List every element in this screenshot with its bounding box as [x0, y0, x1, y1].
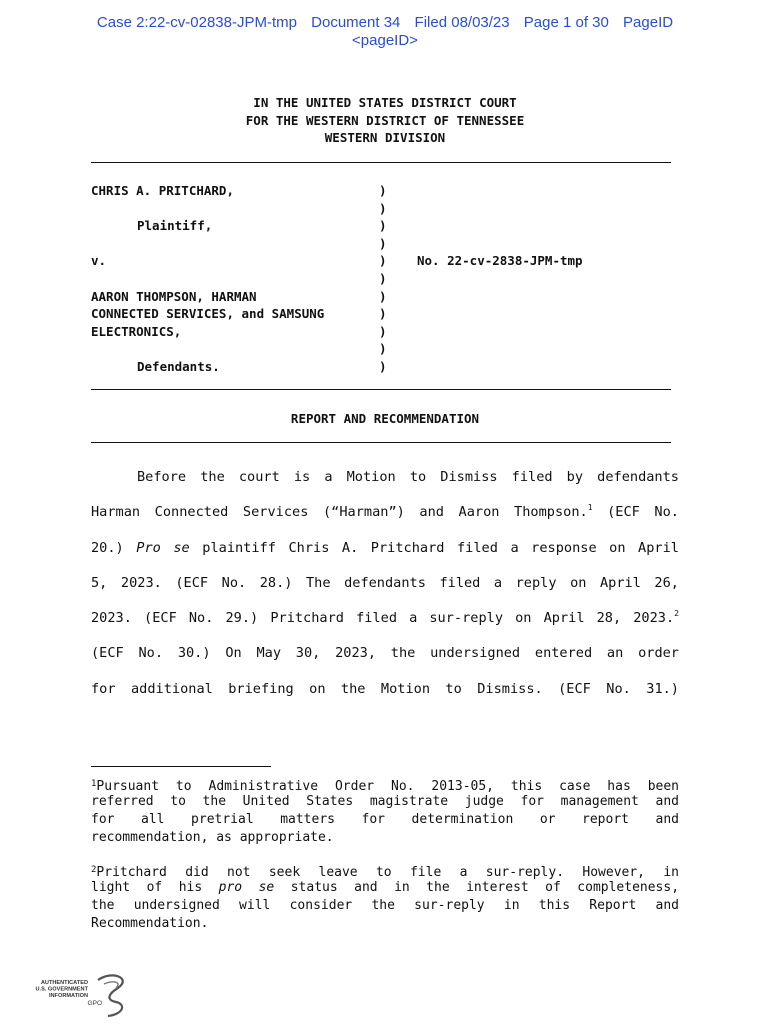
pageid-label: PageID — [623, 14, 674, 31]
filed-date-stamp: Filed 08/03/23 — [414, 14, 510, 31]
seal-line-2: U.S. GOVERNMENT — [35, 986, 88, 993]
paren: ) — [379, 183, 387, 198]
paren: ) — [379, 253, 387, 269]
document-number-stamp: Document 34 — [311, 14, 401, 31]
court-line-1: IN THE UNITED STATES DISTRICT COURT — [253, 95, 517, 110]
footnote-ref-2[interactable]: 2 — [674, 609, 679, 619]
paren: ) — [379, 358, 387, 374]
footnote-2-number: 2 — [91, 865, 97, 875]
body-line-7: for additional briefing on the Motion to Dismiss. (ECF No. 31.) — [91, 680, 679, 697]
paren: ) — [379, 200, 387, 216]
footnote-1-number: 1 — [91, 779, 97, 789]
case-caption-parties — [91, 182, 324, 376]
defendants-line-3: ELECTRONICS, — [91, 323, 182, 339]
court-line-3: WESTERN DIVISION — [324, 130, 446, 145]
defendants-line-2: CONNECTED SERVICES, and SAMSUNG — [91, 306, 325, 322]
body-line-4: 5, 2023. (ECF No. 28.) The defendants filed a reply on April 26, — [91, 574, 679, 591]
title-bottom-rule — [91, 442, 671, 443]
paren: ) — [379, 218, 387, 234]
court-heading — [0, 94, 770, 147]
paren: ) — [379, 306, 387, 322]
seal-line-1: AUTHENTICATED — [40, 980, 88, 986]
body-line-3: 20.) Pro se plaintiff Chris A. Pritchard filed a response on April — [91, 539, 679, 556]
footnote-ref-1[interactable]: 1 — [587, 503, 593, 513]
plaintiff-name: CHRIS A. PRITCHARD, — [91, 183, 234, 198]
ecf-header-stamp — [0, 14, 770, 50]
paren: ) — [379, 323, 387, 339]
footnote-1: $^1$Pursuant to Administrative Order No. 2013-05, this case has been referred to the United States magistrate judge for management and for all pretrial matters for determination or report and recommendation, as appropriate. — [91, 779, 679, 845]
body-line-6: (ECF No. 30.) On May 30, 2023, the undersigned entered an order — [91, 645, 679, 662]
seal-line-4: GPO — [87, 1000, 102, 1007]
footnote-separator — [91, 766, 271, 767]
document-title: REPORT AND RECOMMENDATION — [290, 411, 480, 426]
defendants-role: Defendants. — [137, 358, 220, 374]
defendants-line-1: AARON THOMPSON, HARMAN — [91, 288, 257, 304]
docket-number: No. 22-cv-2838-JPM-tmp — [417, 253, 583, 268]
caption-bottom-rule — [91, 389, 671, 390]
body-line-5: 2023. (ECF No. 29.) Pritchard filed a sur-reply on April 28, 2023.$^2$ — [91, 609, 679, 627]
footnote-2: $^2$Pritchard did not seek leave to file a sur-reply. However, in light of his pro se status and in the interest of completeness, the undersigned will consider the sur-reply in this Report and Recommendation. — [91, 865, 680, 931]
pageid-value: <pageID> — [352, 32, 418, 49]
page-count-stamp: Page 1 of 30 — [523, 14, 609, 31]
paren: ) — [379, 341, 387, 357]
caption-parentheses — [379, 182, 387, 376]
gpo-authentication-seal-icon — [35, 972, 132, 1018]
paren: ) — [379, 270, 387, 286]
versus: v. — [91, 253, 107, 269]
plaintiff-role: Plaintiff, — [137, 218, 213, 234]
seal-line-3: INFORMATION — [48, 993, 88, 999]
court-line-2: FOR THE WESTERN DISTRICT OF TENNESSEE — [245, 112, 525, 128]
caption-top-rule — [91, 162, 671, 163]
body-paragraph — [91, 460, 679, 707]
paren: ) — [379, 235, 387, 251]
body-line-2: Harman Connected Services (“Harman”) and Aaron Thompson.$^1$ (ECF No. — [91, 503, 679, 521]
body-line-1: Before the court is a Motion to Dismiss filed by defendants — [137, 469, 679, 485]
case-number-stamp: Case 2:22-cv-02838-JPM-tmp — [96, 14, 297, 31]
paren: ) — [379, 288, 387, 304]
